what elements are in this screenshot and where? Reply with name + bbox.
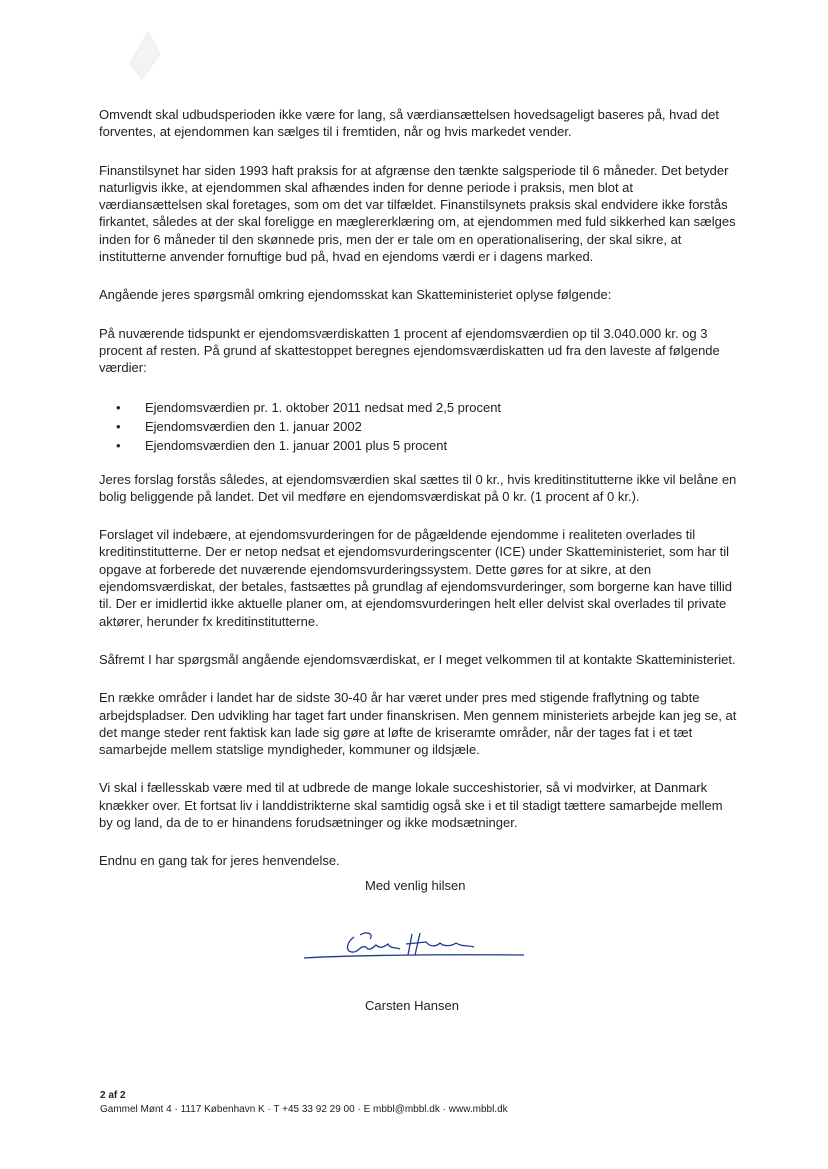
letter-body (99, 106, 739, 891)
list-item: • Ejendomsværdien den 1. januar 2002 (116, 417, 739, 436)
footer (100, 1089, 508, 1117)
watermark-mark (120, 24, 170, 84)
paragraph: Såfremt I har spørgsmål angående ejendomsværdiskat, er I meget velkommen til at kontakte Skatteministeriet. (99, 651, 736, 667)
closing-salutation: Med venlig hilsen (365, 878, 466, 893)
paragraph: Angående jeres spørgsmål omkring ejendomsskat kan Skatteministeriet oplyse følgende: (99, 287, 612, 303)
paragraph: Forslaget vil indebære, at ejendomsvurderingen for de pågældende ejendomme i realiteten overlades til kreditinstitutterne. Der er netop nedsat et ejendomsvurderingscenter (ICE) under Skatteministeriet, som har til opgave at forberede det nuværende ejendomsvurderingssystem. Dette gøres for at sikre, at den ejendomsværdiskat, der betales, fastsættes på grundlag af ejendomsvurderinger, som borgerne kan have tillid til. Der er imidlertid ikke aktuelle planer om, at ejendomsvurderingen helt eller delvist skal overlades til private aktører, herunder fx kreditinstitutterne. (99, 527, 733, 629)
page-number: 2 af 2 (100, 1090, 126, 1101)
paragraph: Endnu en gang tak for jeres henvendelse. (99, 853, 340, 869)
handwritten-signature (296, 925, 528, 965)
list-item: • Ejendomsværdien den 1. januar 2001 plus 5 procent (116, 436, 739, 455)
paragraph: Jeres forslag forstås således, at ejendomsværdien skal sættes til 0 kr., hvis kreditinstitutterne ikke vil belåne en bolig beliggende på landet. Det vil medføre en ejendomsværdiskat på 0 kr. (1 procent af 0 kr.). (99, 471, 737, 504)
paragraph: Finanstilsynet har siden 1993 haft praksis for at afgrænse den tænkte salgsperiode til 6 måneder. Det betyder naturligvis ikke, at ejendommen skal afhændes inden for denne periode i praksis, men blot at værdiansættelsen skal foretages, som om det var tilfældet. Finanstilsynets praksis skal endvidere ikke forstås firkantet, således at der skal foreligge en mæglererklæring om, at ejendommen med fuld sikkerhed kan sælges inden for 6 måneder til den skønnede pris, men der er tale om en operationalisering, der skal sikre, at institutterne anvender fornuftige bud på, hvad en ejendoms værdi er i dagens marked. (99, 162, 736, 265)
paragraph: Omvendt skal udbudsperioden ikke være for lang, så værdiansættelsen hovedsageligt baseres på, hvad det forventes, at ejendommen kan sælges til i fremtiden, når og hvis markedet vender. (99, 107, 720, 140)
signer-name: Carsten Hansen (365, 998, 459, 1013)
bullet-list (99, 398, 739, 455)
paragraph: Vi skal i fællesskab være med til at udbrede de mange lokale succeshistorier, så vi modvirker, at Danmark knækker over. Et fortsat liv i landdistrikterne skal samtidig også ske i et til stadigt tættere samarbejde mellem by og land, da de to er hinandens forudsætninger og ikke modsætninger. (99, 780, 723, 831)
paragraph: En række områder i landet har de sidste 30-40 år har været under pres med stigende fraflytning og tabte arbejdspladser. Den udvikling har taget fart under finanskrisen. Men gennem ministeriets arbejde kan jeg se, at det mange steder rent faktisk kan lade sig gøre at løfte de kriseramte områder, når der tages fat i et tæt samarbejde mellem statslige myndigheder, kommuner og ildsjæle. (99, 690, 737, 758)
list-item: • Ejendomsværdien pr. 1. oktober 2011 nedsat med 2,5 procent (116, 398, 739, 417)
footer-address: Gammel Mønt 4 · 1117 København K · T +45 33 92 29 00 · E mbbl@mbbl.dk · www.mbbl.dk (100, 1104, 508, 1115)
paragraph: På nuværende tidspunkt er ejendomsværdiskatten 1 procent af ejendomsværdien op til 3.040.000 kr. og 3 procent af resten. På grund af skattestoppet beregnes ejendomsværdiskatten ud fra den laveste af følgende værdier: (99, 325, 720, 376)
